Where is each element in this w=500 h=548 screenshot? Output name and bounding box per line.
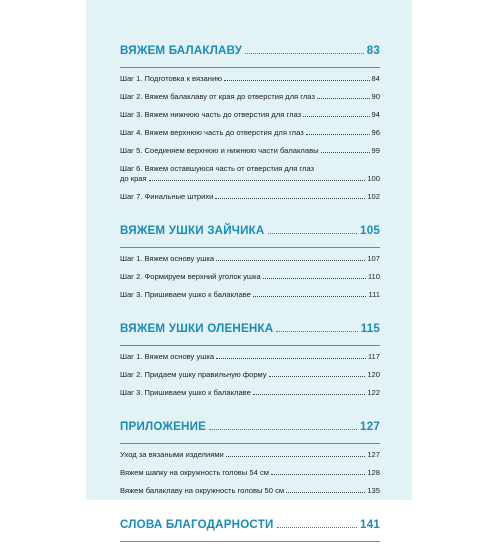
section-divider: [120, 345, 380, 346]
toc-section-acknowledgments: [120, 518, 380, 542]
entry-page: 127: [367, 450, 380, 459]
section-heading[interactable]: [120, 518, 380, 538]
dot-leader: [276, 323, 357, 332]
dot-leader: [253, 388, 365, 395]
entry-title: Шаг 6. Вяжем оставшуюся часть от отверстия для глаз: [120, 164, 315, 173]
dot-leader: [216, 352, 366, 359]
section-divider: [120, 247, 380, 248]
table-of-contents: [120, 44, 380, 548]
entry-title: Шаг 1. Вяжем основу ушка: [120, 254, 215, 263]
section-title: СЛОВА БЛАГОДАРНОСТИ: [120, 518, 274, 531]
entry-title: Шаг 3. Пришиваем ушко к балаклаве: [120, 388, 251, 397]
toc-entry[interactable]: [120, 110, 380, 120]
entry-title: Шаг 7. Финальные штрихи: [120, 192, 214, 201]
entry-title-cont: до края: [120, 174, 147, 183]
entry-page: 96: [371, 128, 380, 137]
dot-leader: [226, 450, 366, 457]
section-page: 105: [360, 224, 380, 237]
section-entries: [120, 450, 380, 496]
dot-leader: [317, 92, 370, 99]
entry-title: Шаг 2. Вяжем балаклаву от края до отверстия для глаз: [120, 92, 315, 101]
entry-title: Шаг 4. Вяжем верхнюю часть до отверстия для глаз: [120, 128, 304, 137]
dot-leader: [216, 254, 365, 261]
dot-leader: [245, 45, 364, 54]
dot-leader: [224, 74, 370, 81]
dot-leader: [271, 468, 365, 475]
entry-page: 110: [367, 272, 380, 281]
section-gap: [120, 504, 380, 518]
section-gap: [120, 308, 380, 322]
section-entries: [120, 74, 380, 202]
section-title: ВЯЖЕМ БАЛАКЛАВУ: [120, 44, 243, 57]
entry-title: Вяжем шапку на окружность головы 54 см: [120, 468, 269, 477]
entry-page: 90: [371, 92, 380, 101]
entry-title: Вяжем балаклаву на окружность головы 50 см: [120, 486, 285, 495]
section-divider: [120, 541, 380, 542]
dot-leader: [209, 421, 357, 430]
toc-section-appendix: [120, 420, 380, 496]
entry-page: 120: [367, 370, 380, 379]
section-gap: [120, 210, 380, 224]
dot-leader: [303, 110, 369, 117]
section-heading[interactable]: [120, 44, 380, 64]
toc-section-fawn-ears: [120, 322, 380, 398]
toc-entry[interactable]: [120, 92, 380, 102]
entry-page: 117: [367, 352, 380, 361]
section-entries: [120, 352, 380, 398]
section-page: 115: [360, 322, 380, 335]
entry-line: [120, 174, 380, 184]
toc-page: [86, 0, 412, 531]
toc-entry[interactable]: [120, 468, 380, 478]
section-heading[interactable]: [120, 224, 380, 244]
toc-entry[interactable]: [120, 388, 380, 398]
section-heading[interactable]: [120, 420, 380, 440]
entry-line: [120, 164, 380, 174]
entry-title: Шаг 2. Формируем верхний уголок ушка: [120, 272, 261, 281]
section-title: ВЯЖЕМ УШКИ ЗАЙЧИКА: [120, 224, 265, 237]
entry-page: 84: [371, 74, 380, 83]
toc-entry[interactable]: [120, 290, 380, 300]
toc-entry[interactable]: [120, 164, 380, 184]
toc-entry[interactable]: [120, 370, 380, 380]
section-page: 127: [360, 420, 380, 433]
section-divider: [120, 67, 380, 68]
entry-page: 94: [371, 110, 380, 119]
toc-entry[interactable]: [120, 352, 380, 362]
entry-page: 122: [367, 388, 380, 397]
entry-title: Шаг 3. Вяжем нижнюю часть до отверстия для глаз: [120, 110, 302, 119]
section-gap: [120, 406, 380, 420]
entry-page: 99: [371, 146, 380, 155]
entry-title: Шаг 5. Соединяем верхнюю и нижнюю части балаклавы: [120, 146, 319, 155]
dot-leader: [263, 272, 366, 279]
section-page: 141: [360, 518, 380, 531]
dot-leader: [306, 128, 370, 135]
toc-entry[interactable]: [120, 486, 380, 496]
entry-page: 128: [367, 468, 380, 477]
dot-leader: [321, 146, 370, 153]
entry-title: Шаг 1. Вяжем основу ушка: [120, 352, 215, 361]
dot-leader: [253, 290, 367, 297]
dot-leader: [277, 519, 358, 528]
entry-page: 135: [367, 486, 380, 495]
dot-leader: [286, 486, 365, 493]
dot-leader: [149, 174, 366, 181]
toc-entry[interactable]: [120, 450, 380, 460]
dot-leader: [215, 192, 365, 199]
entry-page: 100: [367, 174, 380, 183]
entry-title: Шаг 1. Подготовка к вязанию: [120, 74, 222, 83]
entry-title: Шаг 2. Придаем ушку правильную форму: [120, 370, 267, 379]
toc-entry[interactable]: [120, 254, 380, 264]
section-title: ВЯЖЕМ УШКИ ОЛЕНЕНКА: [120, 322, 274, 335]
toc-section-balaclava: [120, 44, 380, 202]
section-page: 83: [366, 44, 380, 57]
toc-entry[interactable]: [120, 128, 380, 138]
toc-section-bunny-ears: [120, 224, 380, 300]
section-title: ПРИЛОЖЕНИЕ: [120, 420, 207, 433]
entry-title: Шаг 3. Пришиваем ушко к балаклаве: [120, 290, 251, 299]
toc-entry[interactable]: [120, 146, 380, 156]
entry-title: Уход за вязаными изделиями: [120, 450, 224, 459]
toc-entry[interactable]: [120, 192, 380, 202]
section-divider: [120, 443, 380, 444]
dot-leader: [268, 225, 358, 234]
entry-page: 111: [368, 290, 380, 299]
entry-page: 107: [367, 254, 380, 263]
section-entries: [120, 254, 380, 300]
dot-leader: [269, 370, 366, 377]
entry-page: 102: [367, 192, 380, 201]
toc-entry[interactable]: [120, 272, 380, 282]
toc-entry[interactable]: [120, 74, 380, 84]
section-heading[interactable]: [120, 322, 380, 342]
